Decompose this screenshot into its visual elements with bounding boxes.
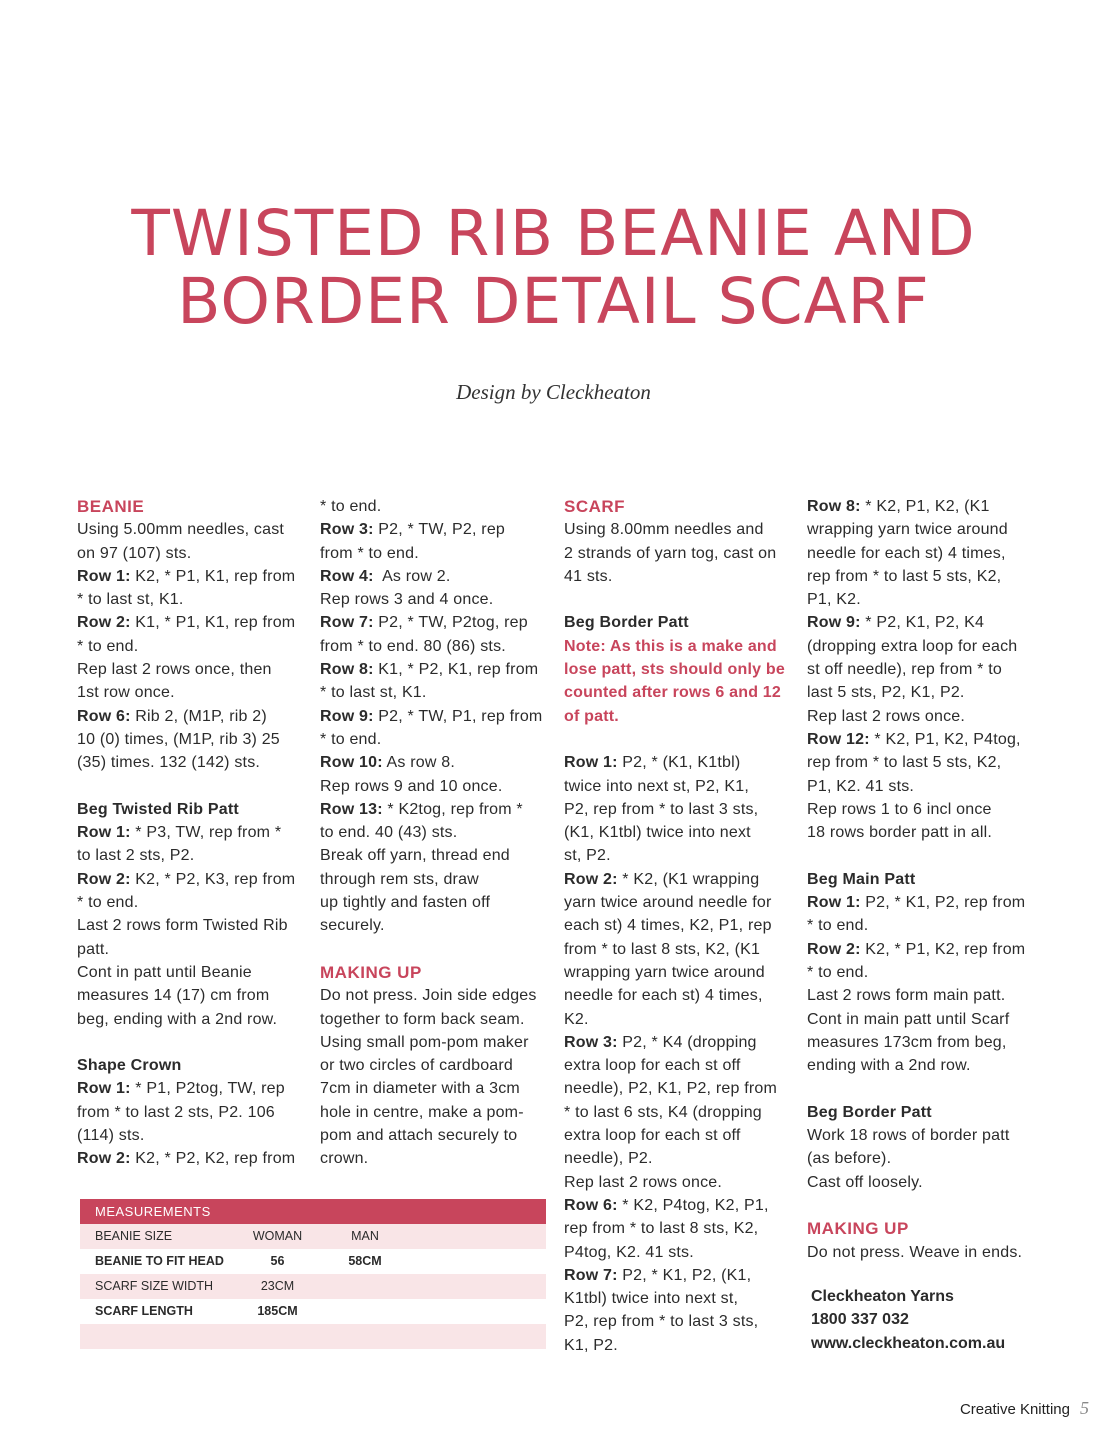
text-line: patt. [77, 940, 110, 958]
row-label: Row 7: [320, 614, 374, 632]
instruction-row [807, 611, 1039, 634]
row-label: Row 3: [564, 1033, 618, 1051]
contact-url[interactable]: www.cleckheaton.com.au [811, 1334, 1006, 1352]
instruction-row [77, 1147, 309, 1170]
text-line: extra loop for each st off [564, 1127, 741, 1145]
text-line: * to end. [320, 730, 382, 748]
row-label: Row 9: [807, 614, 861, 632]
instruction-row [807, 495, 1039, 518]
subsection-heading: Beg Border Patt [807, 1103, 932, 1121]
spacer [320, 938, 552, 961]
row-label: Row 13: [320, 800, 383, 818]
row-label: Row 10: [320, 754, 383, 772]
text-line: K1, P2. [564, 1336, 618, 1354]
row-label: Row 2: [77, 614, 131, 632]
text-line: needle for each st) 4 times, [807, 544, 1006, 562]
text-line: hole in centre, make a pom- [320, 1103, 524, 1121]
instruction-row [320, 611, 552, 634]
measurements-row [80, 1274, 546, 1299]
measurements-cell-label: SCARF LENGTH [95, 1304, 193, 1318]
measurements-row [80, 1299, 546, 1324]
measurements-cell-man: 58CM [348, 1254, 382, 1268]
instruction-row [77, 705, 309, 728]
measurements-cell-label: SCARF SIZE WIDTH [95, 1279, 214, 1293]
measurements-cell-label: BEANIE SIZE [95, 1229, 173, 1243]
title-line-2: BORDER DETAIL SCARF [177, 265, 930, 338]
subsection-heading: Beg Main Patt [807, 870, 916, 888]
measurements-cell-woman: 56 [270, 1254, 285, 1268]
text-line: 18 rows border patt in all. [807, 824, 993, 842]
text-line: up tightly and fasten off [320, 894, 491, 912]
text-line: P4tog, K2. 41 sts. [564, 1243, 694, 1261]
text-line: Break off yarn, thread end [320, 847, 510, 865]
text-line: Cont in main patt until Scarf [807, 1010, 1010, 1028]
text-line: * to end. [77, 637, 139, 655]
text-line: through rem sts, draw [320, 870, 479, 888]
measurements-row [80, 1324, 546, 1349]
spacer [807, 844, 1039, 867]
text-line: on 97 (107) sts. [77, 544, 192, 562]
text-line: P2, rep from * to last 3 sts, [564, 1313, 759, 1331]
contact-name: Cleckheaton Yarns [811, 1288, 954, 1305]
text-line: * to last st, K1. [77, 591, 184, 609]
row-text: * K2, P1, K2, P4tog, [869, 730, 1021, 748]
text-line: extra loop for each st off [564, 1057, 741, 1075]
instruction-row [564, 1031, 796, 1054]
text-line: * to end. [807, 963, 869, 981]
row-label: Row 6: [77, 707, 131, 725]
text-line: needle for each st) 4 times, [564, 987, 763, 1005]
text-line: needle), P2, K1, P2, rep from [564, 1080, 778, 1098]
row-label: Row 2: [77, 1150, 131, 1168]
row-label: Row 6: [564, 1196, 618, 1214]
row-label: Row 1: [807, 894, 861, 912]
text-line: Cast off loosely. [807, 1173, 923, 1191]
text-line: Do not press. Weave in ends. [807, 1243, 1023, 1261]
row-label: Row 4: [320, 567, 374, 585]
text-line: Using 5.00mm needles, cast [77, 521, 285, 539]
measurements-row [80, 1249, 546, 1274]
text-line: measures 173cm from beg, [807, 1033, 1007, 1051]
spacer [77, 775, 309, 798]
text-line: (114) sts. [77, 1127, 145, 1145]
spacer [807, 1077, 1039, 1100]
text-line: ending with a 2nd row. [807, 1057, 971, 1075]
row-text: * K2, (K1 wrapping [617, 870, 760, 888]
text-line: * to last 6 sts, K4 (dropping [564, 1103, 762, 1121]
measurements-cell-woman: WOMAN [252, 1229, 303, 1243]
row-label: Row 8: [807, 498, 861, 515]
text-line: (35) times. 132 (142) sts. [77, 754, 261, 772]
instruction-row [320, 705, 552, 728]
spacer [564, 588, 796, 611]
text-line: Rep rows 9 and 10 once. [320, 777, 503, 795]
measurements-row [80, 1224, 546, 1249]
pattern-note: of patt. [564, 707, 619, 725]
row-label: Row 1: [77, 824, 131, 842]
text-line: st, P2. [564, 847, 611, 865]
row-text: P2, * K4 (dropping [617, 1033, 757, 1051]
section-heading: BEANIE [77, 497, 145, 516]
text-line: needle), P2. [564, 1150, 653, 1168]
row-label: Row 2: [77, 870, 131, 888]
text-line: (dropping extra loop for each [807, 637, 1018, 655]
text-line: Do not press. Join side edges [320, 987, 537, 1005]
page-footer [960, 1398, 1089, 1419]
text-line: yarn twice around needle for [564, 894, 772, 912]
text-line: K1tbl) twice into next st, [564, 1290, 739, 1308]
instruction-row [564, 1264, 796, 1287]
contact-phone: 1800 337 032 [811, 1311, 909, 1329]
row-text: Rib 2, (M1P, rib 2) [130, 707, 267, 725]
text-line: each st) 4 times, K2, P1, rep [564, 917, 772, 935]
text-line: together to form back seam. [320, 1010, 525, 1028]
text-line: 41 sts. [564, 567, 613, 585]
row-text: K1, * P1, K1, rep from [130, 614, 296, 632]
row-label: Row 8: [320, 661, 374, 679]
text-line: Cont in patt until Beanie [77, 963, 252, 981]
row-text: K2, * P1, K1, rep from [130, 567, 296, 585]
row-text: P2, * TW, P2, rep [373, 521, 506, 539]
text-line: Rep rows 1 to 6 incl once [807, 800, 992, 818]
instruction-row [77, 868, 309, 891]
section-heading: MAKING UP [320, 962, 422, 982]
subsection-heading: Beg Border Patt [564, 614, 689, 632]
text-line: from * to end. 80 (86) sts. [320, 637, 506, 655]
text-line: 10 (0) times, (M1P, rib 3) 25 [77, 730, 280, 748]
text-line: * to end. [807, 917, 869, 935]
section-heading: MAKING UP [807, 1219, 909, 1239]
measurements-table [80, 1199, 546, 1349]
text-line: (as before). [807, 1150, 892, 1168]
text-line: twice into next st, P2, K1, [564, 777, 750, 795]
text-line: wrapping yarn twice around [564, 963, 765, 981]
row-text: P2, * (K1, K1tbl) [617, 754, 741, 772]
row-text: * K2, P4tog, K2, P1, [617, 1196, 769, 1214]
row-text: As row 2. [373, 567, 451, 585]
text-line: Rep last 2 rows once. [807, 707, 966, 725]
measurements-cell-label: BEANIE TO FIT HEAD [95, 1254, 224, 1268]
row-label: Row 2: [564, 870, 618, 888]
instruction-row [77, 1077, 309, 1100]
row-text: * P1, P2tog, TW, rep [130, 1080, 285, 1098]
text-line: Last 2 rows form main patt. [807, 987, 1006, 1005]
text-line: * to end. [320, 498, 382, 515]
text-line: securely. [320, 917, 385, 935]
page-number: 5 [1080, 1398, 1089, 1418]
text-line: rep from * to last 8 sts, K2, [564, 1220, 759, 1238]
row-text: P2, * K1, P2, rep from [860, 894, 1026, 912]
instruction-row [807, 891, 1039, 914]
pattern-note: lose patt, sts should only be [564, 661, 785, 679]
text-line: pom and attach securely to [320, 1127, 518, 1145]
text-line: or two circles of cardboard [320, 1057, 514, 1075]
row-label: Row 1: [77, 567, 131, 585]
text-line: wrapping yarn twice around [807, 521, 1008, 539]
instruction-row [320, 518, 552, 541]
magazine-name: Creative Knitting [959, 1401, 1070, 1418]
text-line: rep from * to last 5 sts, K2, [807, 754, 1002, 772]
instruction-row [320, 565, 552, 588]
text-line: Using small pom-pom maker [320, 1033, 529, 1051]
text-line: * to end. [77, 894, 139, 912]
column-scarf [564, 495, 796, 1357]
spacer [564, 728, 796, 751]
row-text: * P3, TW, rep from * [130, 824, 282, 842]
column-beanie-continued [320, 495, 552, 1171]
text-line: P1, K2. [807, 591, 861, 609]
measurements-header: MEASUREMENTS [80, 1199, 546, 1224]
text-line: 1st row once. [77, 684, 175, 702]
designer-byline: Design by Cleckheaton [456, 380, 651, 404]
row-label: Row 12: [807, 730, 870, 748]
row-text: K2, * P1, K2, rep from [860, 940, 1026, 958]
row-label: Row 3: [320, 521, 374, 539]
text-line: P1, K2. 41 sts. [807, 777, 915, 795]
instruction-row [77, 565, 309, 588]
text-line: Rep rows 3 and 4 once. [320, 591, 494, 609]
text-line: from * to last 8 sts, K2, (K1 [564, 940, 761, 958]
text-line: K2. [564, 1010, 589, 1028]
instruction-row [77, 821, 309, 844]
text-line: Using 8.00mm needles and [564, 521, 764, 539]
row-text: K1, * P2, K1, rep from [373, 661, 539, 679]
text-line: from * to end. [320, 544, 419, 562]
row-text: P2, * TW, P2tog, rep [373, 614, 528, 632]
row-text: * P2, K1, P2, K4 [860, 614, 985, 632]
row-text: * K2tog, rep from * [382, 800, 523, 818]
text-line: Rep last 2 rows once, then [77, 661, 272, 679]
text-line: beg, ending with a 2nd row. [77, 1010, 278, 1028]
contact-block [811, 1285, 1005, 1355]
row-label: Row 9: [320, 707, 374, 725]
pattern-note: Note: As this is a make and [564, 637, 777, 655]
measurements-cell-man: MAN [351, 1229, 379, 1243]
text-line: last 5 sts, P2, K1, P2. [807, 684, 965, 702]
instruction-row [77, 611, 309, 634]
text-line: Rep last 2 rows once. [564, 1173, 723, 1191]
row-text: P2, * K1, P2, (K1, [617, 1266, 752, 1284]
text-line: * to last st, K1. [320, 684, 427, 702]
measurements-rows [80, 1224, 546, 1349]
row-label: Row 7: [564, 1266, 618, 1284]
pattern-note: counted after rows 6 and 12 [564, 684, 782, 702]
text-line: P2, rep from * to last 3 sts, [564, 800, 759, 818]
instruction-row [320, 658, 552, 681]
text-line: from * to last 2 sts, P2. 106 [77, 1103, 275, 1121]
row-text: P2, * TW, P1, rep from [373, 707, 543, 725]
instruction-row [320, 798, 552, 821]
instruction-row [807, 938, 1039, 961]
row-text: As row 8. [382, 754, 455, 772]
row-text: K2, * P2, K2, rep from [130, 1150, 296, 1168]
subsection-heading: Beg Twisted Rib Patt [77, 800, 239, 818]
page-title [0, 197, 1107, 338]
text-line: 7cm in diameter with a 3cm [320, 1080, 520, 1098]
spacer [807, 1194, 1039, 1217]
column-scarf-continued [807, 495, 1039, 1264]
row-label: Row 1: [77, 1080, 131, 1098]
text-line: Last 2 rows form Twisted Rib [77, 917, 288, 935]
measurements-cell-woman: 185CM [257, 1304, 298, 1318]
text-line: rep from * to last 5 sts, K2, [807, 567, 1002, 585]
text-line: 2 strands of yarn tog, cast on [564, 544, 777, 562]
text-line: crown. [320, 1150, 369, 1168]
text-line: st off needle), rep from * to [807, 661, 1002, 679]
text-line: Work 18 rows of border patt [807, 1127, 1010, 1145]
row-text: * K2, P1, K2, (K1 [860, 498, 990, 515]
instruction-row [564, 868, 796, 891]
row-label: Row 2: [807, 940, 861, 958]
text-line: to end. 40 (43) sts. [320, 824, 458, 842]
instruction-row [564, 751, 796, 774]
column-beanie [77, 495, 309, 1171]
instruction-row [807, 728, 1039, 751]
instruction-row [564, 1194, 796, 1217]
measurements-cell-woman: 23CM [260, 1279, 295, 1293]
row-text: K2, * P2, K3, rep from [130, 870, 296, 888]
text-line: to last 2 sts, P2. [77, 847, 195, 865]
instruction-row [320, 751, 552, 774]
title-line-1: TWISTED RIB BEANIE AND [131, 197, 976, 270]
spacer [77, 1031, 309, 1054]
section-heading: SCARF [564, 497, 626, 516]
text-line: (K1, K1tbl) twice into next [564, 824, 751, 842]
text-line: measures 14 (17) cm from [77, 987, 270, 1005]
row-label: Row 1: [564, 754, 618, 772]
subsection-heading: Shape Crown [77, 1057, 182, 1075]
